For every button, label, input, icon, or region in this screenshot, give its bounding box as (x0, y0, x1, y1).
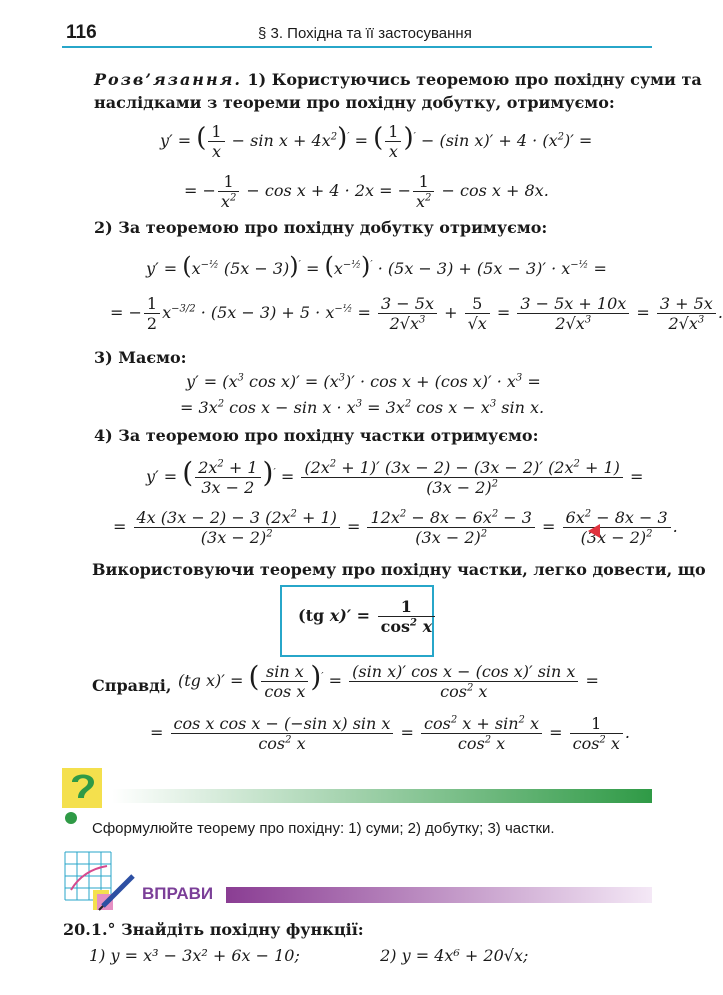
tg-derivative-formula: (tg x)′ = $\frac{1}{\cos^2 x}$ (298, 597, 437, 636)
formula-5a: (tg x)′ = ( $\frac{\text{sin x}}{\text{cos x}}$ )′ = $\frac{\text{(sin x)′ cos x − (cos x)′ sin x}}{\cos^2 x}$ = (178, 660, 599, 701)
spravdi-text: Справді, (92, 676, 172, 695)
exercises-bar (226, 887, 652, 903)
task-text: Знайдіть похідну функції: (115, 920, 364, 939)
question-text: Сформулюйте теорему про похідну: 1) суми; 2) добутку; 3) частки. (92, 820, 555, 837)
formula-3a: $y' = (x^3$ $\cos x)' = (x^3)' \cdot \cos x + (\cos$ $x)' \cdot x^3$ = (186, 372, 541, 391)
page-number: 116 (66, 22, 97, 43)
formula-1b: = − $\frac{1}{x^2}$ − cos x + 4 · 2x = − $\frac{1}{x^2}$ − cos x + 8x. (184, 172, 549, 211)
step-4-text: 4) За теоремою про похідну частки отримуємо: (94, 426, 539, 445)
formula-1a: y′ = ( $\frac{1}{x}$ − $\sin x + 4x^2)'$ = ( $\frac{1}{x}$ )′ − (sin $x)' + 4 \cdot (x^2)'$ = (160, 122, 593, 161)
task-item-1: 1) y = x³ − 3x² + 6x − 10; (89, 946, 300, 965)
solution-label: Розв’язання. (94, 70, 242, 89)
step-3-text: 3) Маємо: (94, 348, 187, 367)
task-label: 20.1.° (63, 920, 116, 939)
page-header (0, 0, 695, 52)
section-title: § 3. Похідна та її застосування (258, 25, 472, 42)
task-20-1 (63, 920, 364, 939)
formula-4b: = $\frac{4x (3x - 2) - 3 (2x^2 + 1)}{(3x - 2)^2}$ = $\frac{12x^2 - 8x - 6x^2 - 3}{(3x - 2)^2}$ = $\frac{6x^2 - 8x - 3}{(3x - 2)^2}$ . (113, 508, 678, 547)
formula-2a: $y' = (x^{-\frac{1}{2}}$ $(5x - 3))' = (x^{-\frac{1}{2}})' \cdot (5x - 3) + (5x - 3)' \cdot x^{-\frac{1}{2}}$ = (146, 252, 607, 280)
solution-intro-line1 (94, 70, 702, 89)
solution-intro-text: 1) Користуючись теоремою про похідну суми та (241, 70, 702, 89)
header-rule (62, 46, 652, 48)
tg-intro-text: Використовуючи теорему про похідну частки, легко довести, що (92, 560, 706, 579)
formula-3b: = $3x^2$ $\cos x - \sin x \cdot x^3 = 3x^2$ $\cos x - x^3$ sin x. (180, 398, 545, 417)
task-items (89, 946, 528, 965)
question-mark-icon (62, 768, 104, 826)
formula-2b: = − $\frac{1}{2}$ $x^{-3/2} \cdot (5x - 3) + 5 \cdot x^{-\frac{1}{2}}$ = $\frac{3 - 5x}{2√x^3}$ + $\frac{5}{√x}$ = $\frac{3 - 5x + 10x}{2√x^3}$ = $\frac{3 + 5x}{2√x^3}$ . (110, 294, 723, 333)
end-of-solution-marker (588, 524, 600, 538)
solution-intro-line2: наслідками з теореми про похідну добутку, отримуємо: (94, 93, 615, 112)
formula-5b: = $\frac{\text{cos x cos x − (−sin x) sin x}}{\cos^2 x}$ = $\frac{\cos^2 x + \sin^2 x}{\cos^2 x}$ = $\frac{1}{\cos^2 x}$ . (150, 714, 630, 753)
exercises-title: ВПРАВИ (142, 884, 214, 903)
exercises-icon (63, 850, 135, 914)
task-item-2: 2) y = 4x⁶ + 20√x; (380, 946, 529, 965)
tg-derivative-box (280, 585, 434, 657)
question-bar (112, 789, 652, 803)
formula-4a: y′ = ( $\frac{2x^2 + 1}{3x - 2}$ )′ = $\frac{(2x^2 + 1)' (3x - 2) - (3x - 2)' (2x^2 + 1)}{(3x - 2)^2}$ = (146, 456, 644, 497)
step-2-text: 2) За теоремою про похідну добутку отримуємо: (94, 218, 548, 237)
